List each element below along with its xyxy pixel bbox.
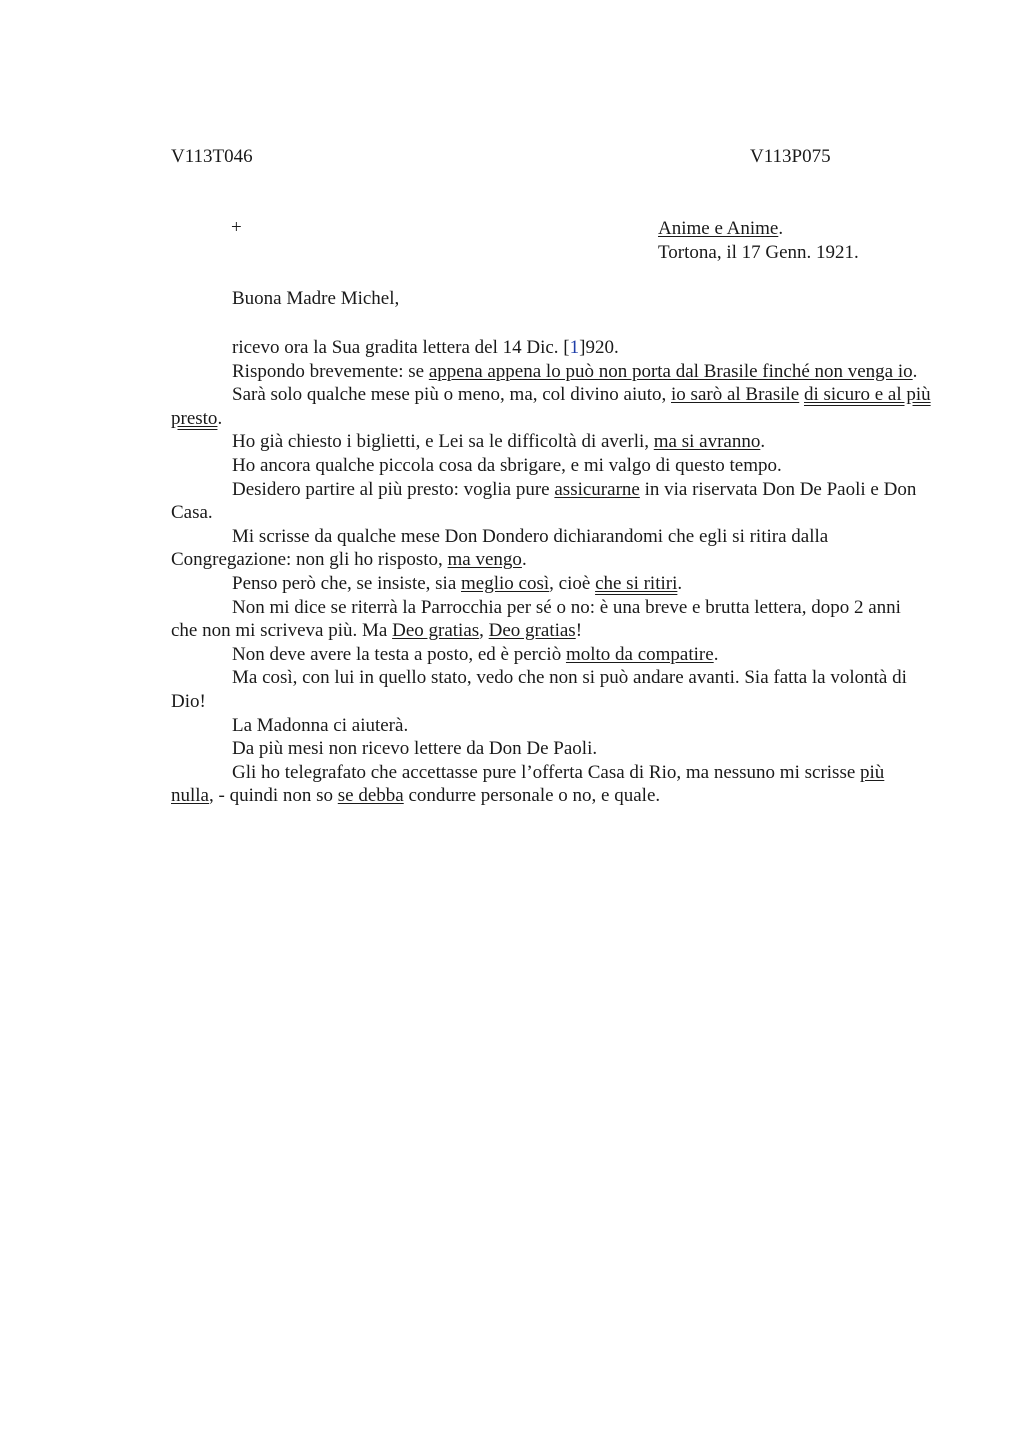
paragraph-1 [171,336,931,360]
cross-symbol: + [231,217,242,238]
text: in via riservata Don De Paoli e Don Casa. [171,478,917,524]
text: Desidero partire al più presto: voglia pure [232,478,555,500]
text: Non mi dice se riterrà la Parrocchia per sé o no: è una breve e brutta lettera, dopo 2 anni che non mi scriveva più. Ma [171,596,901,642]
text: Penso però che, se insiste, sia [232,572,462,594]
document-id-right: V113P075 [750,146,831,167]
paragraph-4 [171,430,931,454]
text: Ma così, con lui in quello stato, vedo che non si può andare avanti. Sia fatta la volontà di Dio! [171,667,907,712]
letter-body [171,336,931,808]
paragraph-3 [171,383,931,430]
text: Da più mesi non ricevo lettere da Don De Paoli. [232,738,598,760]
text: Mi scrisse da qualche mese Don Dondero dichiarandomi che egli si ritira dalla Congregazione: non gli ho risposto, [171,525,829,571]
underlined-text: ma si avranno [653,431,761,453]
text: . [713,643,719,665]
underlined-text: ma vengo [447,549,522,571]
underlined-text: Deo gratias [488,620,576,642]
text: , [479,620,489,642]
document-id-left: V113T046 [171,146,253,167]
text: . [912,360,918,382]
paragraph-11 [171,666,931,713]
place-date: Tortona, il 17 Genn. 1921. [658,242,859,263]
text: , cioè [549,572,596,594]
underlined-text: molto da compatire [565,643,714,665]
text: . [677,572,683,594]
text: condurre personale o no, e quale. [403,785,661,807]
text: ! [575,620,583,642]
text: Non deve avere la testa a posto, ed è perciò [232,643,566,665]
double-underlined-text: che si ritiri [595,572,678,594]
text: ]920. [579,337,619,358]
paragraph-9 [171,596,931,643]
text: ricevo ora la Sua gradita lettera del 14 Dic. [ [232,337,570,358]
underlined-text: Deo gratias [392,620,480,642]
letter-heading [658,217,859,265]
text: Ho già chiesto i biglietti, e Lei sa le difficoltà di averli, [232,431,654,453]
text: . [521,549,527,571]
motto-period: . [778,218,784,239]
text: La Madonna ci aiuterà. [232,714,409,736]
paragraph-14 [171,761,931,808]
paragraph-6 [171,478,931,525]
paragraph-7 [171,525,931,572]
text: . [760,431,766,453]
text: Gli ho telegrafato che accettasse pure l’offerta Casa di Rio, ma nessuno mi scrisse [232,761,861,783]
underlined-text: appena appena lo può non porta dal Brasile finché non venga io [428,360,913,382]
salutation: Buona Madre Michel, [232,288,400,309]
text: Rispondo brevemente: se [232,360,429,382]
text: , - quindi non so [209,785,338,807]
text: Sarà solo qualche mese più o meno, ma, col divino aiuto, [232,384,672,406]
text: Ho ancora qualche piccola cosa da sbrigare, e mi valgo di questo tempo. [232,454,782,476]
paragraph-8 [171,572,931,596]
underlined-text: più nulla [171,761,885,807]
underlined-text: assicurarne [554,478,640,500]
double-underlined-text: di sicuro e al più presto [171,384,931,429]
motto: Anime e Anime [658,218,779,239]
paragraph-13 [171,737,931,761]
underlined-text: se debba [337,785,404,807]
paragraph-12 [171,714,931,738]
motto-line [658,217,859,241]
underlined-text: io sarò al Brasile [671,384,800,406]
underlined-text: meglio così [461,572,550,594]
footnote-ref[interactable]: 1 [569,337,580,358]
paragraph-10 [171,643,931,667]
text: . [217,407,223,429]
paragraph-5 [171,454,931,478]
paragraph-2 [171,360,931,384]
